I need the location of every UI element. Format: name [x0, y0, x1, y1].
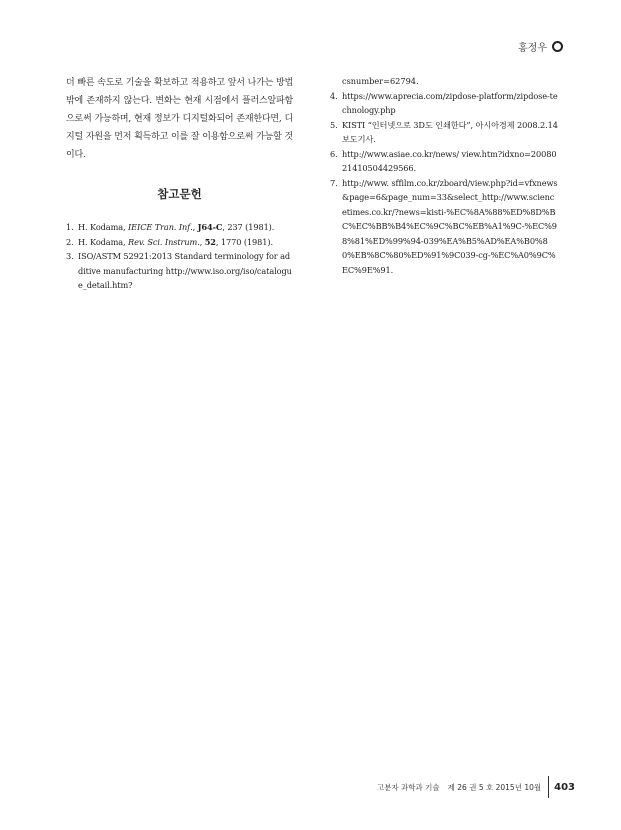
reference-item	[330, 147, 558, 176]
footer-divider	[548, 776, 549, 798]
reference-punct: .,	[190, 222, 198, 232]
reference-number: 7.	[330, 177, 338, 188]
reference-author: H. Kodama,	[78, 236, 129, 247]
running-header	[518, 39, 563, 54]
reference-pages: , 1770 (1981).	[215, 236, 273, 247]
reference-item	[330, 176, 558, 278]
reference-text: http://www.asiae.co.kr/news/ view.htm?idxno=2008021410504429566.	[342, 148, 557, 173]
body-paragraph: 더 빠른 속도로 기술을 확보하고 적용하고 앞서 나가는 방법밖에 존재하지 않는다. 변화는 현재 시점에서 플러스알파함으로써 가능하며, 현재 정보가 디지털화되어 존재한다면, 디지털 자원을 먼저 획득하고 이를 잘 이용함으로써 가능할 것이다.	[66, 78, 293, 160]
reference-number: 2.	[66, 236, 74, 247]
reference-text: KISTI “인터넷으로 3D도 인쇄한다”, 아시아경제 2008.2.14 보도기사.	[342, 119, 558, 144]
right-column	[330, 74, 558, 277]
page-number: 403	[554, 781, 575, 793]
reference-text: https://www.aprecia.com/zipdose-platform/zipdose-technology.php	[342, 90, 558, 115]
footer-journal-name: 고분자 과학과 기술	[376, 782, 440, 792]
footer-issue: 제 26 권 5 호 2015년 10월	[447, 782, 542, 792]
reference-number: 3.	[66, 251, 74, 261]
reference-text: ISO/ASTM 52921:2013 Standard terminology for additive manufacturing http://www.iso.org/iso/catalogue_detail.htm?	[78, 251, 292, 290]
reference-number: 6.	[330, 148, 338, 159]
reference-number: 1.	[66, 222, 74, 232]
reference-list-right	[330, 89, 558, 278]
reference-list-left	[66, 220, 293, 293]
reference-author: H. Kodama,	[78, 222, 129, 232]
references-title: 참고문헌	[157, 187, 202, 201]
reference-number: 5.	[330, 119, 338, 130]
reference-journal: IEICE Tran. Inf	[128, 222, 191, 232]
reference-item	[330, 89, 558, 118]
reference-volume: J64-C	[197, 222, 223, 232]
reference-item	[66, 235, 293, 250]
reference-item	[330, 118, 558, 147]
left-column	[66, 74, 293, 293]
header-author-name: 홍정우	[518, 43, 547, 54]
reference-punct: .,	[197, 236, 205, 247]
reference-continuation: csnumber=62794.	[342, 76, 419, 86]
reference-item	[66, 220, 293, 235]
reference-item	[66, 249, 293, 293]
reference-pages: , 237 (1981).	[222, 222, 275, 232]
page-footer	[377, 776, 575, 798]
reference-journal: Rev. Sci. Instrum	[128, 236, 198, 247]
reference-number: 4.	[330, 90, 338, 101]
reference-text: http://www. sffilm.co.kr/zboard/view.php?id=vfxnews&page=6&page_num=33&select_http://www.sciencetimes.co.kr/?news=kisti-%EC%8A%88%ED%8D%BC%EC%BB%B4%EC%9C%BC%EB%A1%9C-%EC%98%81%ED%99%94-039%EA%B5%AD%EA%B0%80%EB%8C%80%ED%91%9C039-cg-%EC%A0%9C%EC%9E%91.	[342, 177, 558, 275]
circle-bullet-icon	[552, 41, 563, 52]
reference-volume: 52	[204, 236, 216, 247]
